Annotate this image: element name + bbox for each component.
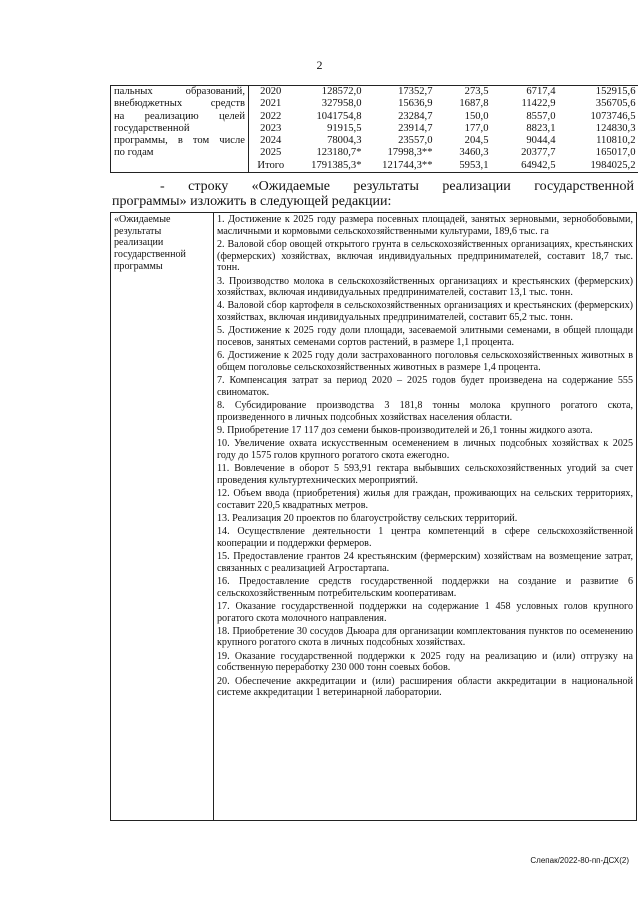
funding-label-spacer — [114, 160, 245, 172]
funding-value: 17998,3** — [387, 147, 433, 159]
funding-value: 128572,0 — [321, 86, 362, 97]
funding-label-line: государственной — [114, 122, 190, 134]
funding-value: 123180,7* — [316, 147, 362, 159]
funding-value: 6717,4 — [526, 86, 556, 97]
result-item: 8. Субсидирование производства 3 181,8 тонны молока крупного рогатого скота, произведенного в личных подсобных хозяйствах населения области. — [217, 400, 633, 423]
funding-col-4 — [491, 86, 558, 173]
funding-value: 64942,5 — [521, 159, 556, 171]
result-item: 6. Достижение к 2025 году доли застрахованного поголовья сельскохозяйственных животных в общем поголовье сельскохозяйственных животных в размере 1,4 процента. — [217, 350, 633, 373]
result-item: 17. Оказание государственной поддержки на содержание 1 458 условных голов крупного рогатого скота молочного направления. — [217, 600, 633, 624]
funding-year: 2023 — [260, 122, 282, 134]
funding-value: 1791385,3* — [311, 159, 362, 171]
funding-value: 177,0 — [464, 122, 489, 134]
result-item: 18. Приобретение 30 сосудов Дьюара для организации комплектования пунктов по осеменению крупного рогатого скота в личных подсобных хозяйствах. — [217, 625, 633, 649]
funding-value: 110810,2 — [596, 135, 636, 147]
result-item: 10. Увеличение охвата искусственным осеменением в личных подсобных хозяйствах к 2025 году до 1575 голов крупного рогатого скота ежегодно. — [217, 438, 633, 461]
page-number: 2 — [316, 58, 323, 72]
funding-label-line: внебюджетных средств — [114, 98, 245, 110]
funding-year: 2025 — [260, 147, 282, 159]
funding-value: 78004,3 — [327, 135, 362, 147]
result-item: 14. Осуществление деятельности 1 центра компетенций в сфере сельскохозяйственной кооперации и поддержки фермеров. — [217, 526, 633, 549]
funding-col-5 — [558, 86, 638, 173]
results-label: «Ожидаемые результаты реализации государственной программы — [111, 213, 214, 821]
funding-value: 91915,5 — [327, 122, 362, 134]
funding-value: 1041754,8 — [316, 110, 362, 122]
funding-col-1 — [293, 86, 364, 173]
footer-document-code: Слепак/2022-80-пп-ДСХ(2) — [530, 856, 629, 865]
funding-table — [110, 85, 638, 173]
result-item: 3. Производство молока в сельскохозяйственных организациях и крестьянских (фермерских) хозяйствах, включая индивидуальных предпринимателей, составит 13,1 тыс. тонн. — [217, 275, 633, 299]
funding-year: 2022 — [260, 110, 282, 122]
funding-value: 204,5 — [464, 135, 489, 147]
funding-value: 1073746,5 — [590, 110, 636, 122]
result-item: 20. Обеспечение аккредитации и (или) расширения области аккредитации в национальной системе аккредитации 1 ветеринарной лаборатории. — [217, 675, 633, 699]
funding-value: 23557,0 — [398, 135, 433, 147]
result-item: 1. Достижение к 2025 году размера посевных площадей, занятых зерновыми, зернобобовыми, масличными и кормовыми сельскохозяйственными культурами, 189,6 тыс. га — [217, 214, 633, 237]
funding-value: 1984025,2 — [590, 159, 636, 171]
funding-value: 23914,7 — [398, 122, 433, 134]
funding-year: 2020 — [260, 86, 282, 97]
funding-value: 356705,6 — [595, 98, 636, 110]
result-item: 9. Приобретение 17 117 доз семени быков-производителей и 26,1 тонны жидкого азота. — [217, 424, 593, 436]
funding-year-column — [249, 86, 293, 173]
result-item: 5. Достижение к 2025 году доли площади, засеваемой элитными семенами, в общей площади посевов, занятых семенами сортов растений, в размере 1,1 процента. — [217, 325, 633, 349]
result-item: 4. Валовой сбор картофеля в сельскохозяйственных организациях и крестьянских (фермерских) хозяйствах, включая индивидуальных предпринимателей, составит 65,2 тыс. тонн. — [217, 300, 633, 324]
result-item: 2. Валовой сбор овощей открытого грунта в сельскохозяйственных организациях, крестьянских (фермерских) хозяйствах, включая индивидуальных предпринимателей, составит 18,7 тыс. тонн. — [217, 238, 633, 274]
funding-col-3 — [435, 86, 491, 173]
funding-value: 273,5 — [464, 86, 489, 97]
result-item: 13. Реализация 20 проектов по благоустройству сельских территорий. — [217, 512, 518, 524]
funding-value: 8823,1 — [526, 122, 556, 134]
result-item: 12. Объем ввода (приобретения) жилья для граждан, проживающих на сельских территориях, составит 220,5 квадратных метров. — [217, 487, 633, 511]
funding-value: 150,0 — [464, 110, 489, 122]
instruction-line: - строку «Ожидаемые результаты реализации государственной — [160, 179, 634, 194]
funding-value: 8557,0 — [526, 110, 556, 122]
funding-value: 23284,7 — [398, 110, 433, 122]
funding-value: 1687,8 — [459, 98, 489, 110]
funding-year: Итого — [257, 159, 285, 171]
funding-value: 15636,9 — [398, 98, 433, 110]
funding-value: 17352,7 — [398, 86, 433, 97]
funding-year: 2024 — [260, 135, 282, 147]
funding-value: 165017,0 — [595, 147, 636, 159]
funding-value: 124830,3 — [595, 122, 636, 134]
funding-label-line: пальных образований, — [114, 86, 245, 97]
funding-col-2 — [364, 86, 435, 173]
funding-label-line: на реализацию целей — [114, 110, 245, 122]
funding-year: 2021 — [260, 98, 282, 110]
result-item: 19. Оказание государственной поддержки к 2025 году на реализацию и (или) отгрузку на собственную переработку 230 000 тонн соевых бобов. — [217, 650, 633, 674]
funding-value: 121744,3** — [382, 159, 433, 171]
results-list — [214, 213, 637, 821]
funding-label-line: по годам — [114, 147, 154, 159]
instruction-line: программы» изложить в следующей редакции: — [112, 194, 392, 209]
funding-value: 327958,0 — [321, 98, 362, 110]
result-item: 15. Предоставление грантов 24 крестьянским (фермерским) хозяйствам на возмещение затрат, связанных с реализацией Агростартапа. — [217, 550, 633, 574]
result-item: 11. Вовлечение в оборот 5 593,91 гектара выбывших сельскохозяйственных угодий за счет проведения культуртехнических мероприятий. — [217, 463, 633, 486]
funding-value: 3460,3 — [459, 147, 489, 159]
results-table — [110, 212, 637, 821]
result-item: 7. Компенсация затрат за период 2020 – 2025 годов будет произведена на содержание 555 свиноматок. — [217, 375, 633, 398]
result-item: 16. Предоставление средств государственной поддержки на создание и развитие 6 сельскохозяйственным потребительским кооперативам. — [217, 575, 633, 599]
funding-value: 152915,6 — [595, 86, 636, 97]
funding-label-cell — [111, 86, 249, 173]
instruction-paragraph — [112, 179, 634, 209]
funding-value: 20377,7 — [521, 147, 556, 159]
funding-value: 5953,1 — [459, 159, 489, 171]
funding-value: 9044,4 — [526, 135, 556, 147]
funding-value: 11422,9 — [521, 98, 556, 110]
funding-label-line: программы, в том числе — [114, 135, 245, 147]
